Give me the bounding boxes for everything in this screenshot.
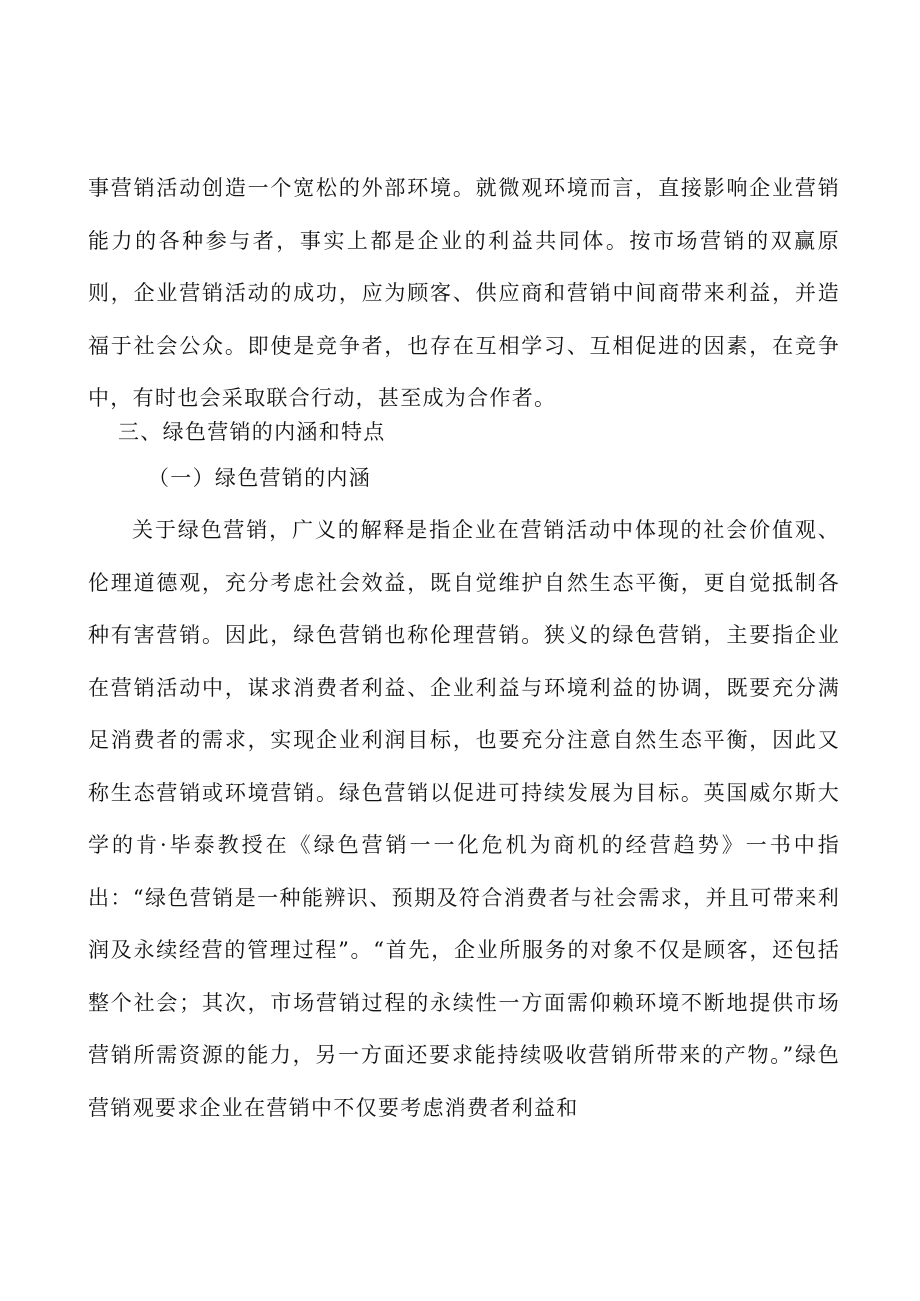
- section-heading: 三、绿色营销的内涵和特点: [118, 420, 386, 444]
- body-paragraph-2: 关于绿色营销，广义的解释是指企业在营销活动中体现的社会价值观、伦理道德观，充分考虑社会效益，既自觉维护自然生态平衡，更自觉抵制各种有害营销。因此，绿色营销也称伦理营销。狭义的绿色营销，主要指企业在营销活动中，谋求消费者利益、企业利益与环境利益的协调，既要充分满足消费者的需求，实现企业利润目标，也要充分注意自然生态平衡，因此又称生态营销或环境营销。绿色营销以促进可持续发展为目标。英国威尔斯大学的肯·毕泰教授在《绿色营销一一化危机为商机的经营趋势》一书中指出：“绿色营销是一种能辨识、预期及符合消费者与社会需求，并且可带来利润及永续经营的管理过程”。“首先，企业所服务的对象不仅是顾客，还包括整个社会；其次，市场营销过程的永续性一方面需仰赖环境不断地提供市场营销所需资源的能力，另一方面还要求能持续吸收营销所带来的产物。”绿色营销观要求企业在营销中不仅要考虑消费者利益和: [88, 518, 840, 1120]
- subsection-heading: （一）绿色营销的内涵: [148, 466, 371, 490]
- body-paragraph-1: 事营销活动创造一个宽松的外部环境。就微观环境而言，直接影响企业营销能力的各种参与者，事实上都是企业的利益共同体。按市场营销的双赢原则，企业营销活动的成功，应为顾客、供应商和营销中间商带来利益，并造福于社会公众。即使是竞争者，也存在互相学习、互相促进的因素，在竞争中，有时也会采取联合行动，甚至成为合作者。: [88, 176, 840, 410]
